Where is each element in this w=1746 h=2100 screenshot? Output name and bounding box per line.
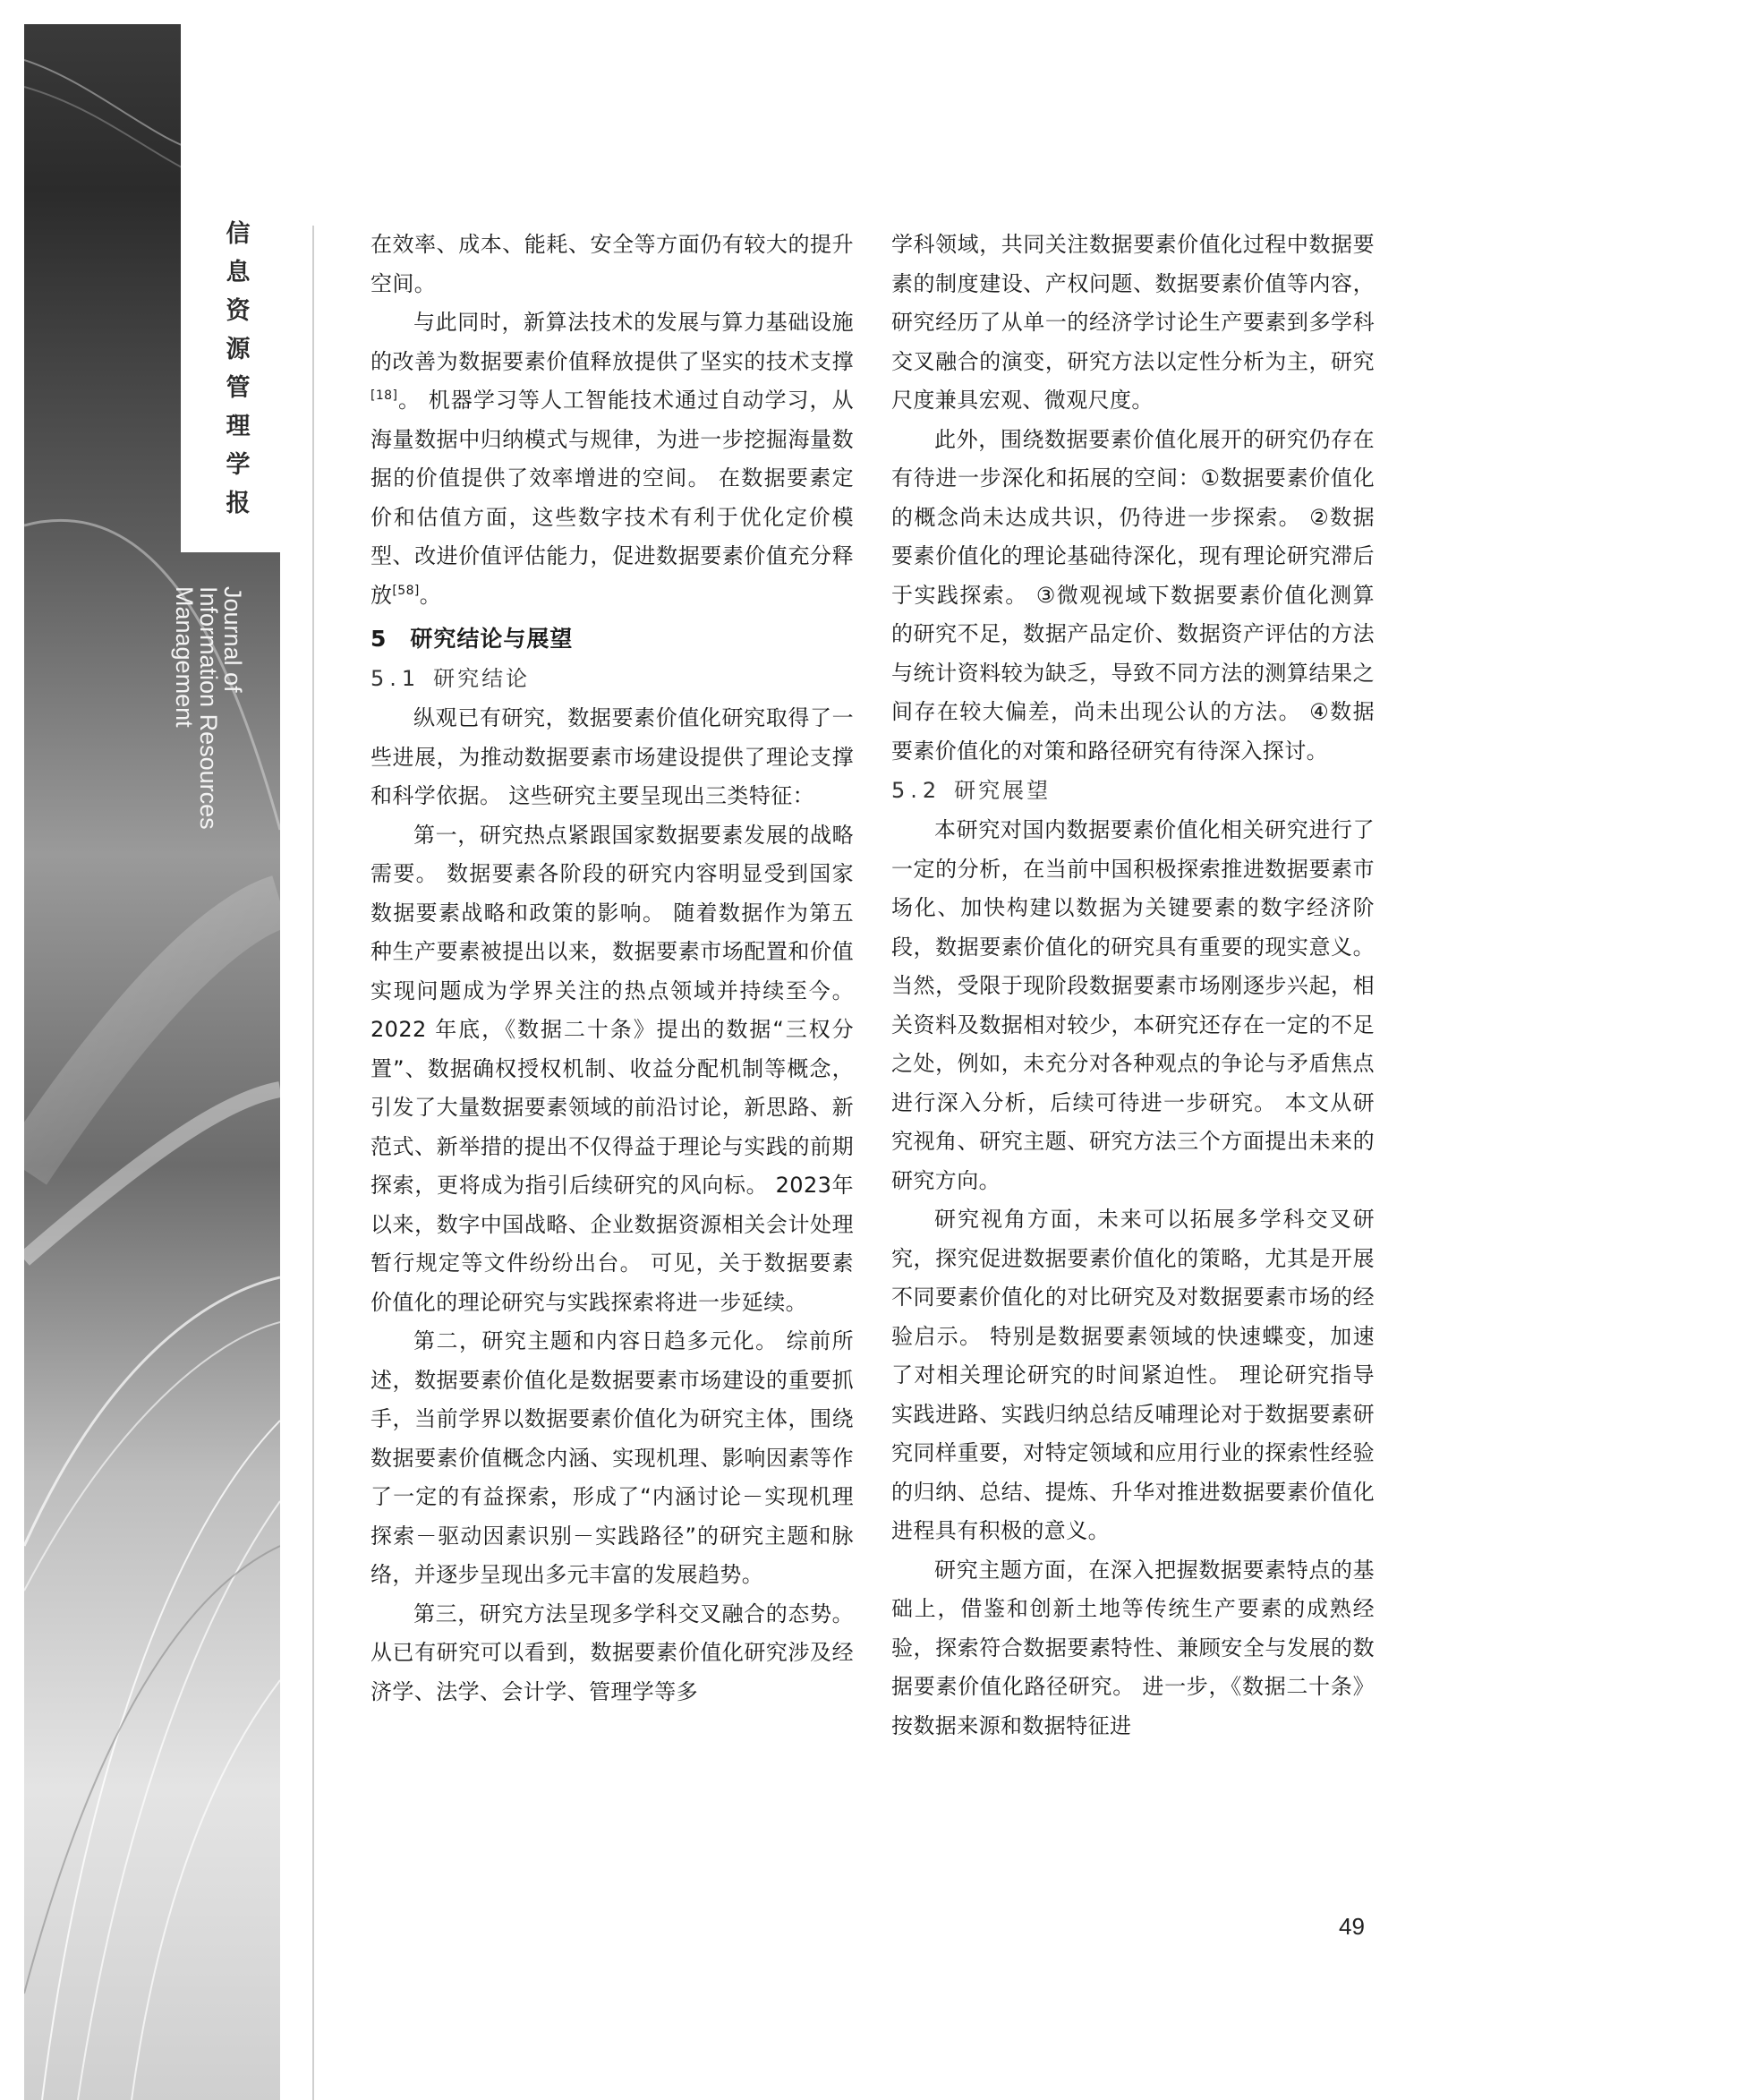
journal-title-english [171,586,246,926]
en-title-line: Journal of [219,586,246,693]
body-paragraph: 在效率、成本、能耗、安全等方面仍有较大的提升空间。 [370,232,854,296]
body-paragraph: 第一，研究热点紧跟国家数据要素发展的战略需要。 数据要素各阶段的研究内容明显受到国家数据要素战略和政策的影响。 随着数据作为第五种生产要素被提出以来，数据要素市场配置和价值实现问题成为学界关注的热点领域并持续至今。 2022 年底，《数据二十条》提出的数据“三权分置”、数据确权授权机制、收益分配机制等概念，引发了大量数据要素领域的前沿讨论，新思路、新范式、新举措的提出不仅得益于理论与实践的前期探索，更将成为指引后续研究的风向标。 2023年以来，数字中国战略、企业数据资源相关会计处理暂行规定等文件纷纷出台。 可见，关于数据要素价值化的理论研究与实践探索将进一步延续。 [370,822,854,1315]
body-paragraph: 此外，围绕数据要素价值化展开的研究仍存在有待进一步深化和拓展的空间：①数据要素价值化的概念尚未达成共识，仍待进一步探索。 ②数据要素价值化的理论基础待深化，现有理论研究滞后于实践探索。 ③微观视域下数据要素价值化测算的研究不足，数据产品定价、数据资产评估的方法与统计资料较为缺乏，导致不同方法的测算结果之间存在较大偏差，尚未出现公认的方法。 ④数据要素价值化的对策和路径研究有待深入探讨。 [891,426,1375,764]
body-paragraph: 研究主题方面，在深入把握数据要素特点的基础上，借鉴和创新土地等传统生产要素的成熟经验，探索符合数据要素特性、兼顾安全与发展的数据要素价值化路径研究。 进一步，《数据二十条》按数据来源和数据特征进 [891,1557,1375,1738]
en-title-line: Management [171,586,198,728]
citation-ref: [58] [392,583,420,598]
subsection-number: 5.1 [370,666,422,691]
body-paragraph: 本研究对国内数据要素价值化相关研究进行了一定的分析，在当前中国积极探索推进数据要素市场化、加快构建以数据为关键要素的数字经济阶段，数据要素价值化的研究具有重要的现实意义。 当然，受限于现阶段数据要素市场刚逐步兴起，相关资料及数据相对较少，本研究还存在一定的不足之处，例如，未充分对各种观点的争论与矛盾焦点进行深入分析，后续可待进一步研究。 本文从研究视角、研究主题、研究方法三个方面提出未来的研究方向。 [891,817,1375,1193]
subsection-title: 研究结论 [433,666,531,691]
title-char: 源 [226,336,251,363]
title-char: 报 [226,490,251,517]
subsection-title: 研究展望 [954,778,1052,803]
title-char: 信 [226,220,251,248]
citation-ref: [18] [370,388,398,403]
subsection-heading [370,659,854,699]
subsection-number: 5.2 [891,778,942,803]
title-char: 理 [226,413,251,440]
body-paragraph: 第二，研究主题和内容日趋多元化。 综前所述，数据要素价值化是数据要素市场建设的重要抓手，当前学界以数据要素价值化为研究主体，围绕数据要素价值概念内涵、实现机理、影响因素等作了一定的有益探索，形成了“内涵讨论－实现机理探索－驱动因素识别－实践路径”的研究主题和脉络，并逐步呈现出多元丰富的发展趋势。 [370,1328,854,1587]
body-paragraph: 研究视角方面，未来可以拓展多学科交叉研究，探究促进数据要素价值化的策略，尤其是开展不同要素价值化的对比研究及对数据要素市场的经验启示。 特别是数据要素领域的快速蝶变，加速了对相关理论研究的时间紧迫性。 理论研究指导实践进路、实践归纳总结反哺理论对于数据要素研究同样重要，对特定领域和应用行业的探索性经验的归纳、总结、提炼、升华对推进数据要素价值化进程具有积极的意义。 [891,1207,1375,1543]
body-paragraph: 学科领域，共同关注数据要素价值化过程中数据要素的制度建设、产权问题、数据要素价值等内容，研究经历了从单一的经济学讨论生产要素到多学科交叉融合的演变，研究方法以定性分析为主，研究尺度兼具宏观、微观尺度。 [891,232,1375,413]
left-text-column [370,226,854,1712]
column-divider [312,226,314,2100]
right-text-column [891,226,1375,1746]
journal-title-chinese [220,215,256,523]
page-number: 49 [1339,1913,1365,1940]
section-heading: 5 研究结论与展望 [370,626,574,652]
title-char: 管 [226,374,251,402]
title-char: 学 [226,451,251,479]
subsection-heading [891,771,1375,811]
body-paragraph: 与此同时，新算法技术的发展与算力基础设施的改善为数据要素价值释放提供了坚实的技术支撑[18]。 机器学习等人工智能技术通过自动学习，从海量数据中归纳模式与规律，为进一步挖掘海量数据的价值提供了效率增进的空间。 在数据要素定价和估值方面，这些数字技术有利于优化定价模型、改进价值评估能力，促进数据要素价值充分释放[58]。 [370,310,854,608]
en-title-line: Information Resources [195,586,222,830]
body-paragraph: 纵观已有研究，数据要素价值化研究取得了一些进展，为推动数据要素市场建设提供了理论支撑和科学依据。 这些研究主要呈现出三类特征： [370,705,854,808]
body-paragraph: 第三，研究方法呈现多学科交叉融合的态势。 从已有研究可以看到，数据要素价值化研究涉及经济学、法学、会计学、管理学等多 [370,1601,854,1704]
title-char: 息 [226,259,251,286]
title-char: 资 [226,297,251,325]
